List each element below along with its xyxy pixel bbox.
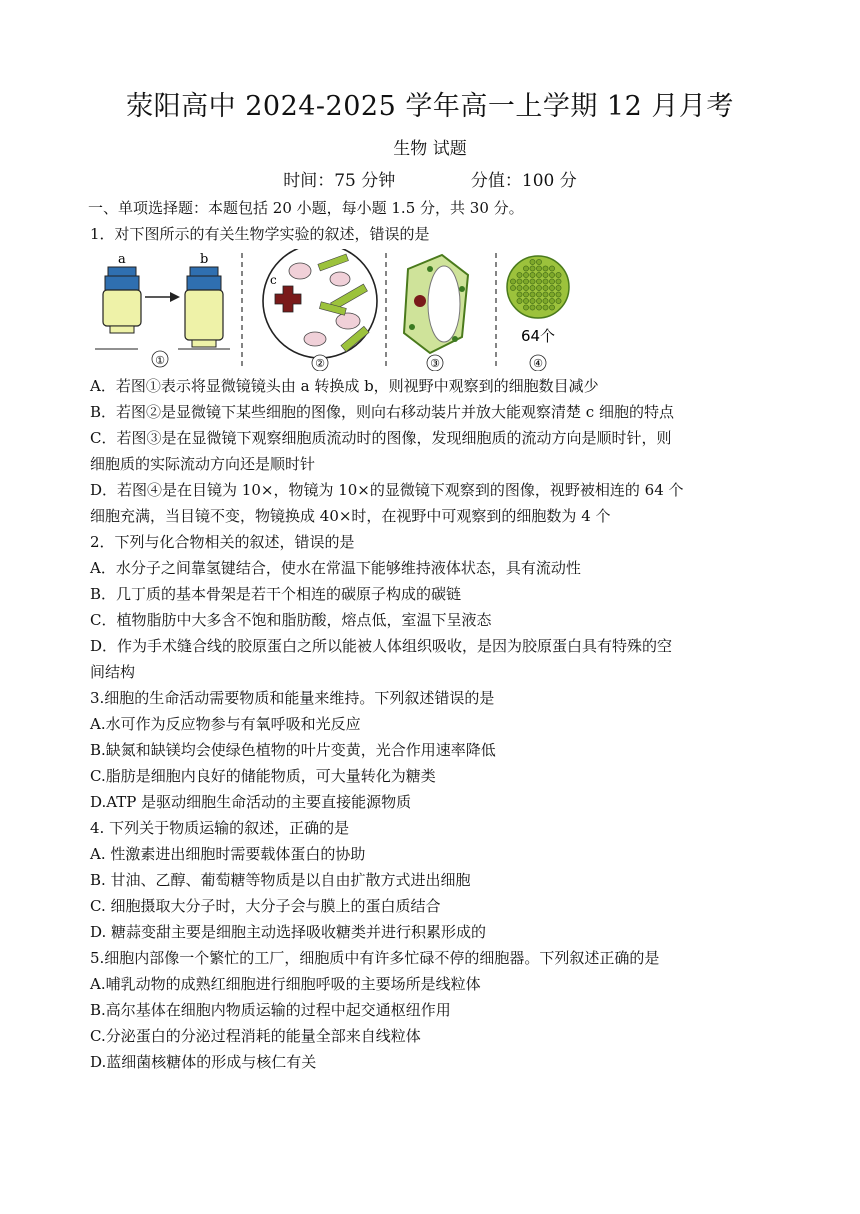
q1-option-c-cont: 细胞质的实际流动方向还是顺时针 (90, 455, 316, 473)
lens-b-tip (192, 340, 216, 347)
cell-dot (523, 279, 528, 284)
cell-dot (549, 298, 554, 303)
lens-a-cap (108, 267, 136, 276)
q1-option-c: C．若图③是在显微镜下观察细胞质流动时的图像，发现细胞质的流动方向是顺时针，则 (90, 429, 672, 447)
microscope-figure (90, 249, 790, 371)
cell-dot (549, 272, 554, 277)
cell-dot (549, 285, 554, 290)
chloroplast-4 (409, 324, 415, 330)
cell-dot (523, 305, 528, 310)
q5-option-b: B.高尔基体在细胞内物质运输的过程中起交通枢纽作用 (90, 1001, 451, 1019)
lens-a-body (103, 290, 141, 326)
cell-2c (336, 313, 360, 329)
cell-dot (549, 305, 554, 310)
question-1-stem: 1．对下图所示的有关生物学实验的叙述，错误的是 (90, 225, 430, 243)
q1-option-b: B．若图②是显微镜下某些细胞的图像，则向右移动装片并放大能观察清楚 c 细胞的特点 (90, 403, 674, 421)
number-3: ③ (430, 357, 440, 370)
q1-option-d-cont: 细胞充满，当目镜不变，物镜换成 40×时，在视野中可观察到的细胞数为 4 个 (90, 507, 611, 525)
figure-1-lenses (95, 252, 230, 367)
cell-dot (530, 279, 535, 284)
q2-option-a: A．水分子之间靠氢键结合，使水在常温下能够维持液体状态，具有流动性 (90, 559, 581, 577)
q3-option-d: D.ATP 是驱动细胞生命活动的主要直接能源物质 (90, 793, 412, 811)
q5-option-d: D.蓝细菌核糖体的形成与核仁有关 (90, 1053, 317, 1071)
lens-a-tip (110, 326, 134, 333)
q3-option-c: C.脂肪是细胞内良好的储能物质，可大量转化为糖类 (90, 767, 436, 785)
cell-dot (543, 279, 548, 284)
number-1: ① (155, 354, 165, 367)
q4-option-c: C. 细胞摄取大分子时，大分子会与膜上的蛋白质结合 (90, 897, 441, 915)
q5-option-c: C.分泌蛋白的分泌过程消耗的能量全部来自线粒体 (90, 1027, 421, 1045)
cell-dot (536, 285, 541, 290)
cell-dot (530, 266, 535, 271)
cell-dot (536, 272, 541, 277)
cell-dot (510, 279, 515, 284)
q3-option-a: A.水可作为反应物参与有氧呼吸和光反应 (90, 715, 361, 733)
cell-dot (523, 266, 528, 271)
cell-dot (549, 266, 554, 271)
cell-dot (536, 305, 541, 310)
lens-b-ring (187, 276, 221, 290)
cell-2d (304, 332, 326, 346)
cell-dot (549, 292, 554, 297)
cell-dot (536, 292, 541, 297)
q5-option-a: A.哺乳动物的成熟红细胞进行细胞呼吸的主要场所是线粒体 (90, 975, 481, 993)
cell-dot (510, 285, 515, 290)
cell-dot (556, 279, 561, 284)
cell-dot (523, 272, 528, 277)
figure-3-plant-cell (404, 255, 468, 371)
cell-dot (523, 292, 528, 297)
cell-dot (530, 298, 535, 303)
cell-dot (543, 285, 548, 290)
q4-option-a: A. 性激素进出细胞时需要载体蛋白的协助 (90, 845, 366, 863)
cell-dot (517, 272, 522, 277)
cell-dot (536, 259, 541, 264)
cell-dot (517, 285, 522, 290)
cell-dot (556, 272, 561, 277)
cell-dot (536, 266, 541, 271)
question-5-stem: 5.细胞内部像一个繁忙的工厂，细胞质中有许多忙碌不停的细胞器。下列叙述正确的是 (90, 949, 660, 967)
q4-option-d: D. 糖蒜变甜主要是细胞主动选择吸收糖类并进行积累形成的 (90, 923, 487, 941)
cell-dot (556, 298, 561, 303)
q2-option-c: C．植物脂肪中大多含不饱和脂肪酸，熔点低，室温下呈液态 (90, 611, 492, 629)
q4-option-b: B. 甘油、乙醇、葡萄糖等物质是以自由扩散方式进出细胞 (90, 871, 471, 889)
q1-option-d: D．若图④是在目镜为 10×，物镜为 10×的显微镜下观察到的图像，视野被相连的 64 个 (90, 481, 684, 499)
cell-dot (517, 279, 522, 284)
chloroplast-3 (452, 336, 458, 342)
q2-option-b: B．几丁质的基本骨架是若干个相连的碳原子构成的碳链 (90, 585, 462, 603)
cell-dot (530, 305, 535, 310)
arrow-head (170, 292, 180, 302)
cell-dot (543, 272, 548, 277)
number-2: ② (315, 357, 325, 370)
cell-dot (530, 272, 535, 277)
cell-dot (556, 292, 561, 297)
section-heading: 一、单项选择题：本题包括 20 小题，每小题 1.5 分，共 30 分。 (88, 199, 524, 217)
exam-score: 分值：100 分 (470, 171, 577, 191)
cell-dot (543, 292, 548, 297)
vacuole (428, 266, 460, 342)
cell-dot (517, 292, 522, 297)
exam-meta (0, 166, 860, 191)
cell-dot (543, 305, 548, 310)
lens-a-ring (105, 276, 139, 290)
question-1-figure (90, 249, 780, 371)
cell-dot (530, 285, 535, 290)
cell-dot (543, 266, 548, 271)
cell-dot (536, 279, 541, 284)
question-4-stem: 4. 下列关于物质运输的叙述，正确的是 (90, 819, 350, 837)
cell-dot (530, 292, 535, 297)
label-c: c (270, 273, 277, 287)
nucleus (414, 295, 426, 307)
number-4: ④ (533, 357, 543, 370)
cell-dot (543, 298, 548, 303)
lens-b-cap (190, 267, 218, 276)
exam-body (90, 195, 780, 1075)
q1-option-a: A．若图①表示将显微镜镜头由 a 转换成 b，则视野中观察到的细胞数目减少 (90, 377, 599, 395)
question-2-stem: 2．下列与化合物相关的叙述，错误的是 (90, 533, 355, 551)
chloroplast-1 (427, 266, 433, 272)
figure-4-cell-grid (507, 256, 569, 371)
cell-dot (530, 259, 535, 264)
cell-2a (289, 263, 311, 279)
cell-dot (536, 298, 541, 303)
cell-count-label: 64个 (520, 327, 556, 345)
q3-option-b: B.缺氮和缺镁均会使绿色植物的叶片变黄，光合作用速率降低 (90, 741, 496, 759)
exam-time: 时间：75 分钟 (283, 171, 396, 191)
page-subtitle: 生物 试题 (393, 139, 467, 159)
figure-2-cell-field (263, 249, 377, 371)
cell-dot (523, 298, 528, 303)
cell-2b (330, 272, 350, 286)
cell-dot (517, 298, 522, 303)
q2-option-d: D．作为手术缝合线的胶原蛋白之所以能被人体组织吸收，是因为胶原蛋白具有特殊的空 (90, 637, 673, 655)
cell-dot (556, 285, 561, 290)
label-b: b (200, 252, 209, 267)
cell-dot (523, 285, 528, 290)
chloroplast-2 (459, 286, 465, 292)
q2-option-d-cont: 间结构 (90, 663, 136, 681)
lens-b-body (185, 290, 223, 340)
cell-dot (549, 279, 554, 284)
page-title: 荥阳高中 2024-2025 学年高一上学期 12 月月考 (126, 91, 734, 122)
question-3-stem: 3.细胞的生命活动需要物质和能量来维持。下列叙述错误的是 (90, 689, 495, 707)
label-a: a (118, 252, 126, 267)
